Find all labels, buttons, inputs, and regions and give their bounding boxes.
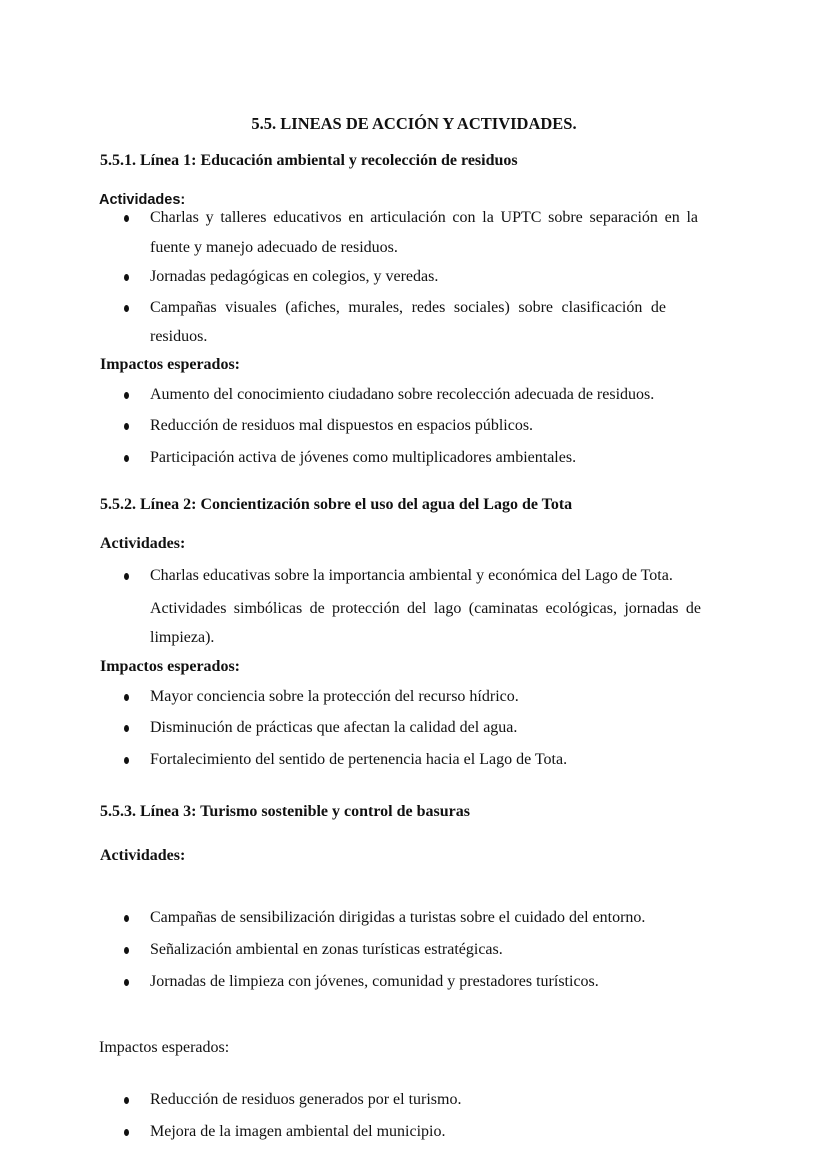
list-item-impact: Aumento del conocimiento ciudadano sobre recolección adecuada de residuos. <box>150 386 655 403</box>
list-item-activity: Campañas de sensibilización dirigidas a turistas sobre el cuidado del entorno. <box>150 909 646 926</box>
list-item-impact: Disminución de prácticas que afectan la calidad del agua. <box>150 719 518 736</box>
list-item-activity: Charlas y talleres educativos en articulación con la UPTC sobre separación en la <box>150 209 698 226</box>
list-item-activity: Jornadas de limpieza con jóvenes, comunidad y prestadores turísticos. <box>150 973 599 990</box>
bullet-icon <box>124 423 129 430</box>
bullet-icon <box>124 455 129 462</box>
bullet-icon <box>124 274 129 281</box>
list-item-activity: Actividades simbólicas de protección del lago (caminatas ecológicas, jornadas de <box>150 600 701 617</box>
bullet-icon <box>124 215 129 222</box>
activities-label-line3: Actividades: <box>100 847 186 864</box>
list-item-impact: Participación activa de jóvenes como multiplicadores ambientales. <box>150 449 577 466</box>
impacts-label-line1: Impactos esperados: <box>100 356 240 373</box>
list-item-activity-cont: limpieza). <box>150 629 215 646</box>
list-item-impact: Mejora de la imagen ambiental del municipio. <box>150 1123 446 1140</box>
list-item-impact: Fortalecimiento del sentido de pertenencia hacia el Lago de Tota. <box>150 751 568 768</box>
list-item-activity-cont: fuente y manejo adecuado de residuos. <box>150 239 398 256</box>
section-heading-line2: 5.5.2. Línea 2: Concientización sobre el uso del agua del Lago de Tota <box>100 496 573 513</box>
section-heading-line3: 5.5.3. Línea 3: Turismo sostenible y control de basuras <box>100 803 470 820</box>
list-item-activity-cont: residuos. <box>150 328 208 345</box>
list-item-impact: Mayor conciencia sobre la protección del recurso hídrico. <box>150 688 519 705</box>
list-item-impact: Reducción de residuos generados por el turismo. <box>150 1091 462 1108</box>
list-item-impact: Reducción de residuos mal dispuestos en espacios públicos. <box>150 417 534 434</box>
list-item-activity: Charlas educativas sobre la importancia ambiental y económica del Lago de Tota. <box>150 567 673 584</box>
list-item-activity: Campañas visuales (afiches, murales, redes sociales) sobre clasificación de <box>150 299 666 316</box>
section-heading-line1: 5.5.1. Línea 1: Educación ambiental y recolección de residuos <box>100 152 518 169</box>
list-item-activity: Jornadas pedagógicas en colegios, y veredas. <box>150 268 439 285</box>
bullet-icon <box>124 305 129 312</box>
bullet-icon <box>124 979 129 986</box>
impacts-label-line3: Impactos esperados: <box>99 1039 230 1056</box>
bullet-icon <box>124 915 129 922</box>
bullet-icon <box>124 1129 129 1136</box>
activities-label-line1: Actividades: <box>99 192 186 208</box>
list-item-activity: Señalización ambiental en zonas turísticas estratégicas. <box>150 941 503 958</box>
bullet-icon <box>124 392 129 399</box>
impacts-label-line2: Impactos esperados: <box>100 658 240 675</box>
bullet-icon <box>124 947 129 954</box>
bullet-icon <box>124 694 129 701</box>
activities-label-line2: Actividades: <box>100 535 186 552</box>
bullet-icon <box>124 725 129 732</box>
bullet-icon <box>124 757 129 764</box>
bullet-icon <box>124 573 129 580</box>
page-title: 5.5. LINEAS DE ACCIÓN Y ACTIVIDADES. <box>251 114 577 133</box>
bullet-icon <box>124 1097 129 1104</box>
